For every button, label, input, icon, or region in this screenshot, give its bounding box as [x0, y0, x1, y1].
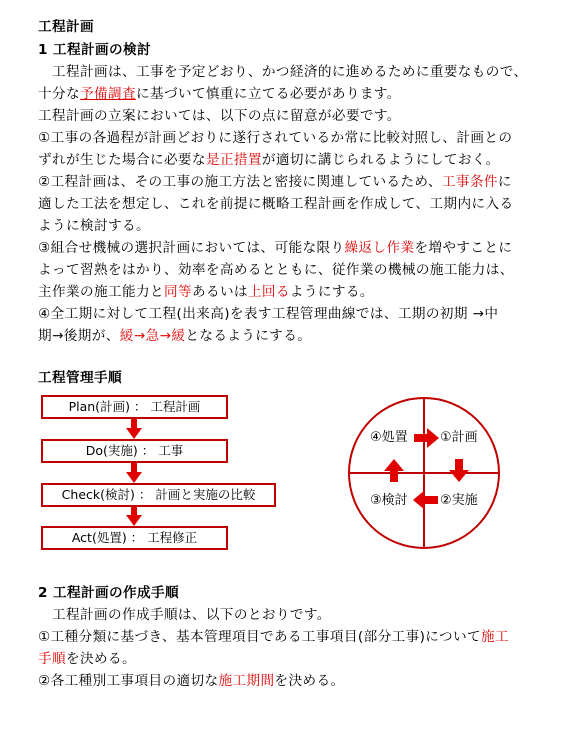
list-item	[38, 671, 344, 691]
text: ①工種分類に基づき、基本管理項目である工事項目(部分工事)について	[38, 629, 481, 645]
text: を決める。	[66, 651, 136, 667]
cycle-label-plan: ①計画	[440, 430, 478, 445]
flow-step-check: Check(検討) ： 計画と実施の比較	[41, 483, 276, 507]
text: あるいは	[191, 284, 248, 300]
flow-step-act: Act(処置) ： 工程修正	[41, 526, 228, 550]
text: に基づいて慎重に立てる必要があります。	[135, 86, 401, 102]
list-item	[38, 238, 512, 258]
arrow-down-icon	[124, 507, 144, 528]
arrow-down-icon	[124, 419, 144, 441]
flow-step-plan: Plan(計画) ： 工程計画	[41, 395, 228, 419]
list-item	[38, 150, 500, 170]
cycle-label-check: ③検討	[370, 493, 408, 508]
section1-heading: 1 工程計画の検討	[38, 42, 151, 58]
paragraph-line: 工程計画の作成手順は、以下のとおりです。	[38, 607, 331, 623]
text: ②工程計画は、その工事の施工方法と密接に関連しているため、	[38, 174, 442, 190]
highlight-text: 施工	[481, 629, 509, 645]
list-item	[38, 282, 374, 302]
arrow-down-icon	[449, 459, 469, 483]
highlight-text: 繰返し作業	[344, 240, 415, 256]
list-item: 適した工法を想定し、これを前提に概略工程計画を作成して、工期内に入る	[38, 196, 514, 212]
cycle-label-do: ②実施	[440, 493, 478, 508]
text: となるようにする。	[185, 328, 312, 344]
highlight-text: 上回る	[247, 284, 290, 300]
highlight-text: 緩→急→緩	[119, 328, 186, 344]
text: を決める。	[274, 673, 345, 689]
flow-step-do: Do(実施) ： 工事	[41, 439, 228, 463]
list-item: ④全工期に対して工程(出来高)を表す工程管理曲線では、工期の初期 →中	[38, 306, 499, 322]
section2-heading: 2 工程計画の作成手順	[38, 585, 179, 601]
highlight-text: 同等	[163, 284, 192, 300]
cycle-label-act: ④処置	[370, 430, 408, 445]
page-title: 工程計画	[38, 19, 94, 35]
list-item	[38, 326, 311, 346]
highlight-text: 手順	[38, 651, 66, 667]
text: ②各工種別工事項目の適切な	[38, 673, 219, 689]
list-item: ように検討する。	[38, 218, 150, 234]
text: 十分な	[38, 86, 80, 102]
arrow-down-icon	[124, 463, 144, 485]
list-item	[38, 172, 512, 192]
paragraph-line: 工程計画の立案においては、以下の点に留意が必要です。	[38, 108, 401, 124]
text: 主作業の施工能力と	[38, 284, 164, 300]
highlight-text: 是正措置	[205, 152, 262, 168]
list-item	[38, 627, 509, 647]
text: 期→後期が、	[38, 328, 120, 344]
arrow-up-icon	[384, 459, 404, 483]
highlight-text: 予備調査	[79, 86, 136, 102]
text: に	[497, 174, 512, 190]
paragraph-line	[38, 84, 401, 104]
text: を増やすことに	[414, 240, 513, 256]
list-item: よって習熟をはかり、効率を高めるとともに、従作業の機械の施工能力は、	[38, 262, 514, 278]
text: が適切に講じられるようにしておく。	[261, 152, 500, 168]
arrow-right-icon	[414, 428, 440, 448]
highlight-text: 工事条件	[441, 174, 498, 190]
list-item	[38, 649, 136, 669]
pdca-cross-lines	[348, 397, 500, 549]
management-heading: 工程管理手順	[38, 370, 122, 386]
list-item: ①工事の各過程が計画どおりに遂行されているか常に比較対照し、計画との	[38, 130, 513, 146]
highlight-text: 施工期間	[218, 673, 275, 689]
paragraph-line: 工程計画は、工事を予定どおり、かつ経済的に進めるために重要なもので、	[38, 64, 528, 80]
text: ③組合せ機械の選択計画においては、可能な限り	[38, 240, 345, 256]
text: ずれが生じた場合に必要な	[38, 152, 206, 168]
arrow-left-icon	[412, 490, 438, 510]
text: ようにする。	[289, 284, 374, 300]
